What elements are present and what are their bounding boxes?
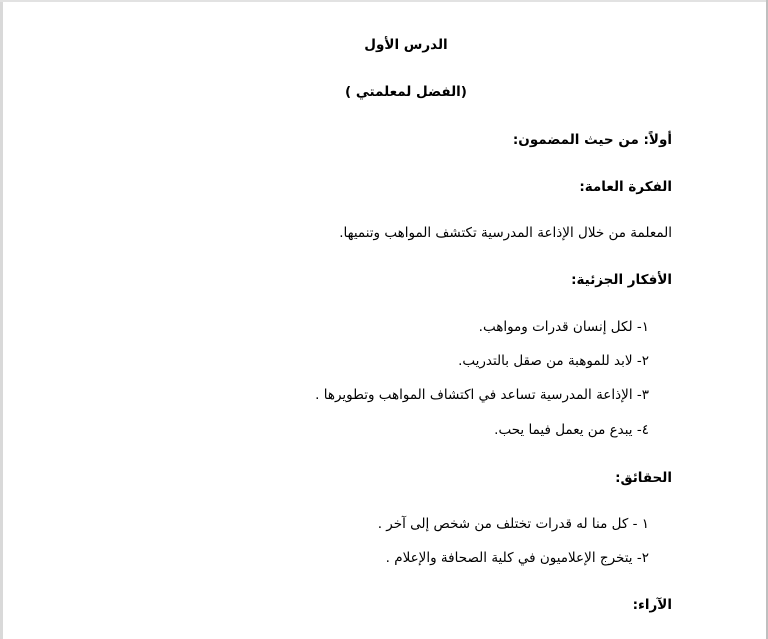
fact-item: ٢- يتخرج الإعلاميون في كلية الصحافة والإعلام . bbox=[385, 550, 649, 566]
fact-item: ١ - كل منا له قدرات تختلف من شخص إلى آخر . bbox=[377, 516, 649, 532]
partial-idea-item: ٤- يبدع من يعمل فيما يحب. bbox=[494, 422, 649, 438]
partial-idea-item: ٢- لابد للموهبة من صقل بالتدريب. bbox=[458, 353, 649, 369]
facts-heading: الحقائق: bbox=[615, 470, 672, 486]
lesson-subtitle: (الفضل لمعلمتي ) bbox=[345, 84, 467, 100]
section-heading-content: أولاً: من حيث المضمون: bbox=[512, 132, 672, 148]
general-idea-text: المعلمة من خلال الإذاعة المدرسية تكتشف المواهب وتنميها. bbox=[339, 225, 672, 241]
partial-idea-item: ١- لكل إنسان قدرات ومواهب. bbox=[478, 319, 649, 335]
partial-ideas-heading: الأفكار الجزئية: bbox=[571, 272, 672, 288]
partial-idea-item: ٣- الإذاعة المدرسية تساعد في اكتشاف المواهب وتطويرها . bbox=[315, 387, 649, 403]
lesson-title: الدرس الأول bbox=[364, 37, 448, 53]
opinions-heading: الآراء: bbox=[632, 597, 672, 613]
general-idea-heading: الفكرة العامة: bbox=[579, 179, 672, 195]
